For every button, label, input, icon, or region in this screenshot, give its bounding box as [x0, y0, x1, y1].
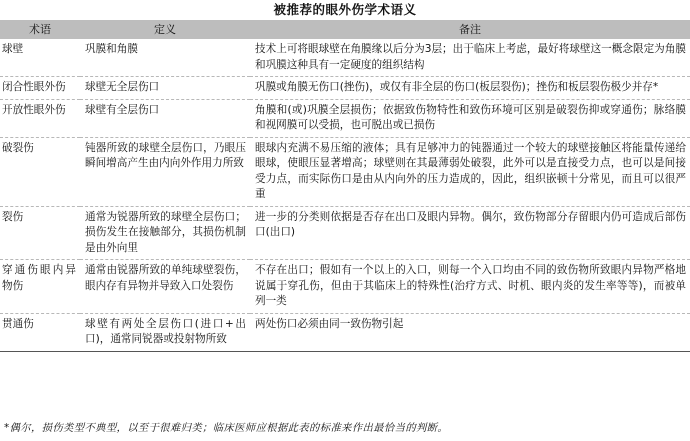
table-row [0, 77, 690, 100]
row-term: 闭合性眼外伤 [2, 81, 66, 93]
row-definition: 球壁有两处全层伤口(进口+出口)，通常同锐器或投射物所致 [85, 317, 246, 345]
row-notes: 两处伤口必须由同一致伤物引起 [255, 317, 404, 330]
row-definition: 球壁有全层伤口 [85, 103, 160, 116]
row-notes: 角膜和(或)巩膜全层损伤；依据致伤物特性和致伤环境可区别是破裂伤抑或穿通伤；脉络膜和视网膜可以受损，也可脱出或已损伤 [255, 103, 686, 131]
header-definition: 定义 [154, 22, 176, 36]
row-notes: 进一步的分类则依据是否存在出口及眼内异物。偶尔，致伤物部分存留眼内仍可造成后部伤口(出口) [255, 210, 686, 238]
row-term: 球壁 [2, 43, 24, 55]
table-row [0, 39, 690, 77]
row-notes: 技术上可将眼球壁在角膜缘以后分为3层；出于临床上考虑，最好将球壁这一概念限定为角膜和巩膜这种具有一定硬度的组织结构 [255, 43, 686, 71]
header-term: 术语 [29, 22, 51, 36]
row-notes: 巩膜或角膜无伤口(挫伤)，或仅有非全层的伤口(板层裂伤)；挫伤和板层裂伤极少并存* [255, 81, 659, 93]
header-notes: 备注 [459, 22, 481, 36]
row-term: 穿通伤眼内异物伤 [2, 264, 76, 292]
row-term: 贯通伤 [2, 317, 34, 330]
table-row [0, 137, 690, 206]
row-definition: 通常为锐器所致的球壁全层伤口；损伤发生在接触部分，其损伤机制是由外向里 [85, 210, 246, 254]
row-definition: 球壁无全层伤口 [85, 81, 160, 93]
row-definition: 钝器所致的球壁全层伤口，乃眼压瞬间增高产生由内向外作用力所致 [85, 141, 246, 169]
table-row [0, 313, 690, 351]
row-notes: 不存在出口；假如有一个以上的入口，则每一个入口均由不同的致伤物所致眼内异物严格地说属于穿孔伤，但由于其临床上的特殊性(治疗方式、时机、眼内炎的发生率等等)，而被单列一类 [255, 264, 686, 307]
terminology-table [0, 20, 690, 352]
table-header-row [0, 20, 690, 39]
row-term: 开放性眼外伤 [2, 103, 66, 116]
row-definition: 通常由锐器所致的单纯球壁裂伤，眼内存有异物并导致入口处裂伤 [85, 264, 246, 292]
table-row [0, 260, 690, 314]
table-row [0, 99, 690, 137]
row-term: 裂伤 [2, 210, 24, 223]
footnote: *偶尔，损伤类型不典型，以至于很难归类；临床医师应根据此表的标准来作出最恰当的判断。 [4, 422, 449, 434]
table-title: 被推荐的眼外伤学术语义 [273, 2, 417, 17]
row-definition: 巩膜和角膜 [85, 43, 138, 55]
table-row [0, 206, 690, 260]
row-term: 破裂伤 [2, 141, 34, 154]
row-notes: 眼球内充满不易压缩的液体；具有足够冲力的钝器通过一个较大的球壁接触区将能量传递给眼球，使眼压显著增高；球壁则在其最薄弱处破裂，此外可以是直接受力点，也可以是间接受力点，而实际伤口是由从内向外的压力造成的，因此，组织嵌顿十分常见，而且可以很严重 [255, 141, 686, 200]
